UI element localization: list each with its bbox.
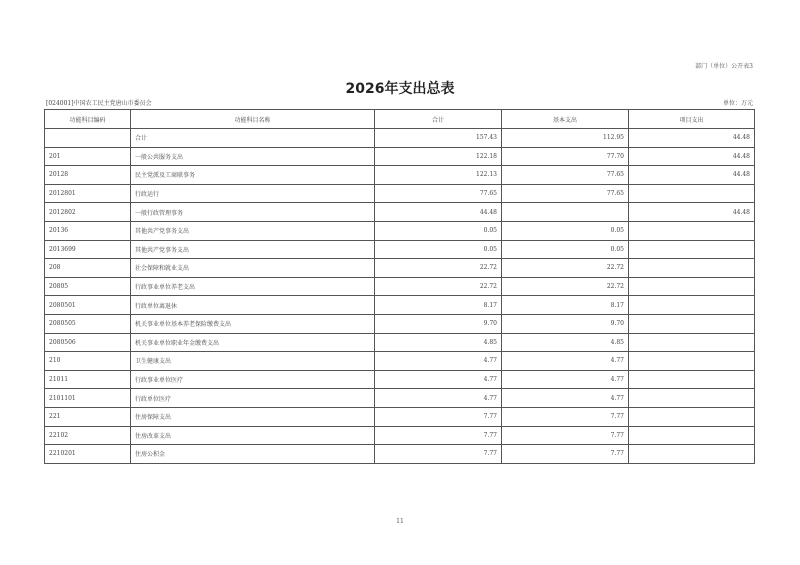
cell-project [629, 259, 755, 278]
cell-basic: 0.05 [502, 240, 629, 259]
cell-name: 一般行政管理事务 [131, 203, 375, 222]
cell-name: 行政单位医疗 [131, 389, 375, 408]
cell-code: 21011 [45, 370, 131, 389]
table-row [45, 370, 755, 389]
table-number-label: 部门（单位）公开表3 [695, 63, 753, 70]
cell-project [629, 333, 755, 352]
cell-name: 合计 [131, 129, 375, 148]
cell-basic: 77.65 [502, 184, 629, 203]
page-title: 2026年支出总表 [345, 81, 455, 97]
table-row [45, 184, 755, 203]
cell-basic: 4.77 [502, 352, 629, 371]
cell-project [629, 184, 755, 203]
cell-project [629, 221, 755, 240]
table-row [45, 296, 755, 315]
cell-total: 157.43 [375, 129, 502, 148]
cell-total: 0.05 [375, 240, 502, 259]
cell-total: 0.05 [375, 221, 502, 240]
table-header-row [45, 110, 755, 129]
table-row [45, 221, 755, 240]
cell-total: 7.77 [375, 445, 502, 464]
cell-code: 201 [45, 147, 131, 166]
table-row [45, 240, 755, 259]
cell-name: 民主党派及工商联事务 [131, 166, 375, 185]
cell-basic: 22.72 [502, 259, 629, 278]
cell-project [629, 277, 755, 296]
cell-name: 行政运行 [131, 184, 375, 203]
table-body [45, 129, 755, 464]
table-row [45, 389, 755, 408]
table-row [45, 259, 755, 278]
cell-basic: 9.70 [502, 314, 629, 333]
table-row [45, 407, 755, 426]
cell-basic: 0.05 [502, 221, 629, 240]
cell-total: 4.77 [375, 352, 502, 371]
cell-basic: 4.85 [502, 333, 629, 352]
organization-label: [024001]中国农工民主党唐山市委员会 [46, 100, 152, 107]
cell-total: 122.18 [375, 147, 502, 166]
table-row [45, 277, 755, 296]
cell-code: 221 [45, 407, 131, 426]
table-row [45, 445, 755, 464]
column-header-basic: 基本支出 [502, 110, 629, 129]
cell-project [629, 296, 755, 315]
cell-basic: 8.17 [502, 296, 629, 315]
cell-project [629, 370, 755, 389]
cell-total: 4.77 [375, 370, 502, 389]
cell-basic: 77.65 [502, 166, 629, 185]
cell-code [45, 129, 131, 148]
cell-basic: 112.95 [502, 129, 629, 148]
table-row [45, 166, 755, 185]
table-row [45, 203, 755, 222]
cell-code: 20128 [45, 166, 131, 185]
page-number: 11 [396, 518, 404, 525]
cell-code: 208 [45, 259, 131, 278]
unit-label: 单位：万元 [722, 100, 753, 107]
cell-basic: 4.77 [502, 389, 629, 408]
cell-total: 4.77 [375, 389, 502, 408]
expenditure-table [44, 109, 755, 464]
table-row [45, 147, 755, 166]
cell-name: 行政事业单位医疗 [131, 370, 375, 389]
cell-name: 卫生健康支出 [131, 352, 375, 371]
cell-total: 44.48 [375, 203, 502, 222]
cell-total: 7.77 [375, 426, 502, 445]
cell-project [629, 426, 755, 445]
cell-project [629, 240, 755, 259]
cell-code: 2210201 [45, 445, 131, 464]
cell-total: 4.85 [375, 333, 502, 352]
cell-code: 2080505 [45, 314, 131, 333]
cell-total: 8.17 [375, 296, 502, 315]
cell-name: 住房保障支出 [131, 407, 375, 426]
cell-basic: 7.77 [502, 407, 629, 426]
cell-name: 其他共产党事务支出 [131, 240, 375, 259]
cell-name: 机关事业单位职业年金缴费支出 [131, 333, 375, 352]
table-row [45, 333, 755, 352]
cell-project: 44.48 [629, 147, 755, 166]
cell-project [629, 352, 755, 371]
cell-name: 住房改革支出 [131, 426, 375, 445]
cell-basic: 7.77 [502, 426, 629, 445]
cell-project [629, 389, 755, 408]
cell-code: 2012801 [45, 184, 131, 203]
cell-name: 社会保障和就业支出 [131, 259, 375, 278]
cell-code: 20136 [45, 221, 131, 240]
cell-name: 住房公积金 [131, 445, 375, 464]
table-row [45, 426, 755, 445]
cell-project [629, 314, 755, 333]
cell-basic: 77.70 [502, 147, 629, 166]
cell-total: 122.13 [375, 166, 502, 185]
cell-name: 机关事业单位基本养老保险缴费支出 [131, 314, 375, 333]
cell-basic: 22.72 [502, 277, 629, 296]
cell-project: 44.48 [629, 203, 755, 222]
cell-total: 7.77 [375, 407, 502, 426]
cell-code: 2012802 [45, 203, 131, 222]
column-header-project: 项目支出 [629, 110, 755, 129]
cell-basic: 4.77 [502, 370, 629, 389]
cell-basic [502, 203, 629, 222]
cell-name: 行政单位离退休 [131, 296, 375, 315]
cell-total: 22.72 [375, 277, 502, 296]
cell-code: 2013699 [45, 240, 131, 259]
cell-project: 44.48 [629, 166, 755, 185]
cell-name: 行政事业单位养老支出 [131, 277, 375, 296]
cell-name: 其他共产党事务支出 [131, 221, 375, 240]
cell-total: 22.72 [375, 259, 502, 278]
cell-code: 2080501 [45, 296, 131, 315]
column-header-total: 合计 [375, 110, 502, 129]
cell-code: 22102 [45, 426, 131, 445]
cell-code: 20805 [45, 277, 131, 296]
table-row [45, 314, 755, 333]
cell-project: 44.48 [629, 129, 755, 148]
cell-basic: 7.77 [502, 445, 629, 464]
cell-name: 一般公共服务支出 [131, 147, 375, 166]
cell-project [629, 407, 755, 426]
cell-code: 2080506 [45, 333, 131, 352]
cell-total: 77.65 [375, 184, 502, 203]
cell-code: 210 [45, 352, 131, 371]
column-header-code: 功能科目编码 [45, 110, 131, 129]
table-row [45, 129, 755, 148]
cell-total: 9.70 [375, 314, 502, 333]
column-header-name: 功能科目名称 [131, 110, 375, 129]
table-row [45, 352, 755, 371]
cell-code: 2101101 [45, 389, 131, 408]
cell-project [629, 445, 755, 464]
